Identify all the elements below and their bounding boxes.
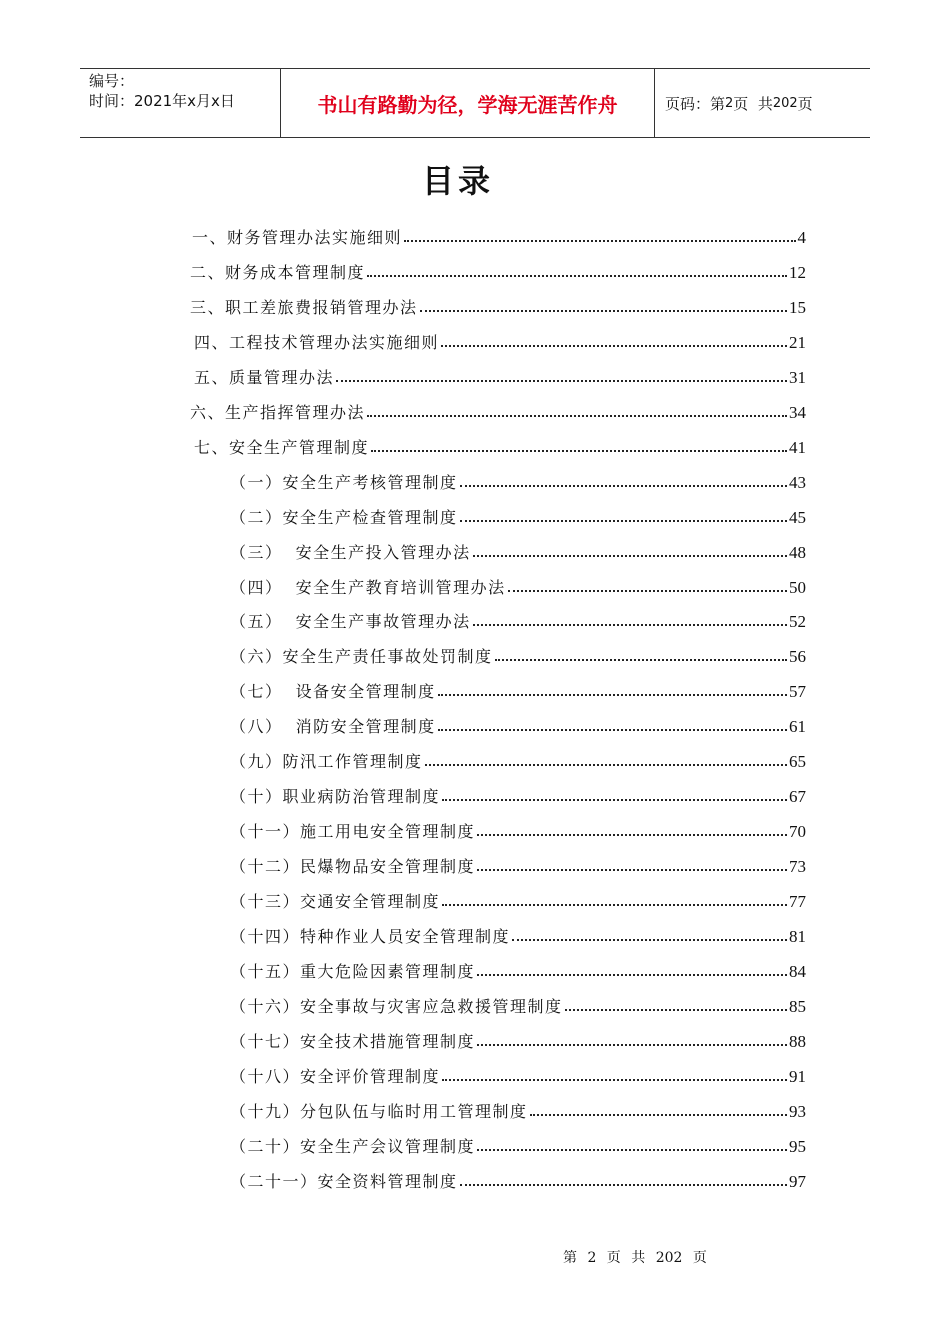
toc-dot-leader [477,869,787,871]
toc-entry[interactable] [230,913,806,947]
toc-dot-leader [438,694,787,696]
toc-entry[interactable] [230,773,806,807]
toc-entry-label: （四） 安全生产教育培训管理办法 [230,578,506,597]
page-title: 目录 [421,162,494,200]
toc-dot-leader [508,590,787,592]
toc-entry-page: 61 [789,717,806,736]
toc-entry-label: （十一）施工用电安全管理制度 [230,822,476,841]
toc-entry-page: 31 [789,368,806,387]
toc-entry-page: 77 [789,892,806,911]
toc-dot-leader [460,1184,787,1186]
toc-entry[interactable] [230,738,806,772]
header-meta [80,69,281,137]
toc-entry-label: （十三）交通安全管理制度 [230,892,441,911]
toc-entry-page: 48 [789,543,806,562]
toc-entry-page: 45 [789,508,806,527]
toc-entry[interactable] [230,529,806,563]
toc-entry-page: 88 [789,1032,806,1051]
toc-entry-page: 70 [789,822,806,841]
toc-entry-page: 67 [789,787,806,806]
toc-entry-page: 50 [789,578,806,597]
toc-entry-page: 12 [789,263,806,282]
time-label: 时间：2021年x月x日 [89,92,235,110]
toc-entry-label: 五、质量管理办法 [194,368,335,387]
toc-dot-leader [442,1079,787,1081]
toc-entry-label: 二、财务成本管理制度 [190,263,366,282]
toc-entry-page: 85 [789,997,806,1016]
toc-entry[interactable] [230,459,806,493]
toc-entry-page: 43 [789,473,806,492]
toc-dot-leader [438,729,787,731]
toc-dot-leader [367,415,787,417]
toc-entry-label: （一）安全生产考核管理制度 [230,473,458,492]
toc-dot-leader [442,799,787,801]
toc-entry-label: 三、职工差旅费报销管理办法 [190,298,418,317]
page-current: 2 [725,95,734,111]
toc-dot-leader [425,764,787,766]
toc-entry-page: 93 [789,1102,806,1121]
toc-entry-label: （七） 设备安全管理制度 [230,682,436,701]
page-mid: 页 共 [733,94,773,113]
toc-entry-page: 84 [789,962,806,981]
toc-dot-leader [473,555,787,557]
toc-entry[interactable] [230,564,806,598]
toc-entry-page: 41 [789,438,806,457]
toc-entry-label: （六）安全生产责任事故处罚制度 [230,647,493,666]
toc-entry-label: 六、生产指挥管理办法 [190,403,366,422]
toc-entry[interactable] [190,249,806,283]
toc-entry-page: 95 [789,1137,806,1156]
toc-entry-label: （十四）特种作业人员安全管理制度 [230,927,511,946]
page-suffix: 页 [797,94,813,113]
toc-dot-leader [473,624,787,626]
toc-entry[interactable] [230,948,806,982]
toc-dot-leader [565,1009,787,1011]
toc-entry[interactable] [230,668,806,702]
toc-entry-page: 73 [789,857,806,876]
toc-entry[interactable] [230,1158,806,1192]
toc-entry[interactable] [192,214,806,248]
page-header [80,68,870,138]
toc-entry[interactable] [230,808,806,842]
toc-entry-label: （十二）民爆物品安全管理制度 [230,857,476,876]
toc-entry-page: 57 [789,682,806,701]
toc-entry-label: 四、工程技术管理办法实施细则 [194,333,440,352]
toc-dot-leader [477,1044,787,1046]
toc-entry[interactable] [230,983,806,1017]
toc-entry[interactable] [194,354,806,388]
toc-entry-page: 65 [789,752,806,771]
page-total: 202 [772,95,798,111]
toc-dot-leader [460,485,787,487]
toc-entry-page: 21 [789,333,806,352]
toc-entry-label: （十九）分包队伍与临时用工管理制度 [230,1102,528,1121]
toc-entry-page: 52 [789,612,806,631]
toc-dot-leader [367,275,787,277]
toc-entry-label: （二十）安全生产会议管理制度 [230,1137,476,1156]
toc-entry-page: 97 [789,1172,806,1191]
toc-entry-label: （十五）重大危险因素管理制度 [230,962,476,981]
toc-entry[interactable] [230,1018,806,1052]
toc-entry-label: （十七）安全技术措施管理制度 [230,1032,476,1051]
toc-entry-page: 56 [789,647,806,666]
toc-entry[interactable] [190,284,806,318]
toc-dot-leader [404,240,795,242]
toc-entry-label: 七、安全生产管理制度 [194,438,370,457]
toc-entry-label: （九）防汛工作管理制度 [230,752,423,771]
toc-dot-leader [477,974,787,976]
toc-dot-leader [530,1114,787,1116]
toc-entry[interactable] [230,1123,806,1157]
toc-dot-leader [441,345,787,347]
page-prefix: 页码：第 [665,94,726,113]
toc-entry-page: 81 [789,927,806,946]
toc-dot-leader [477,1149,787,1151]
toc-entry[interactable] [230,1053,806,1087]
toc-dot-leader [420,310,787,312]
toc-entry-page: 15 [789,298,806,317]
toc-entry[interactable] [194,319,806,353]
toc-entry[interactable] [230,843,806,877]
header-page-info [655,69,870,137]
toc-entry-label: （八） 消防安全管理制度 [230,717,436,736]
toc-entry[interactable] [230,494,806,528]
toc-entry[interactable] [194,424,806,458]
toc-entry-label: 一、财务管理办法实施细则 [192,228,403,247]
toc-entry-label: （二）安全生产检查管理制度 [230,508,458,527]
number-label: 编号： [89,72,135,90]
toc-dot-leader [495,659,787,661]
toc-entry-label: （十六）安全事故与灾害应急救援管理制度 [230,997,563,1016]
toc-entry[interactable] [230,633,806,667]
toc-entry[interactable] [190,389,806,423]
toc-entry[interactable] [230,598,806,632]
toc-dot-leader [371,450,787,452]
toc-dot-leader [512,939,787,941]
toc-dot-leader [336,380,787,382]
toc-dot-leader [460,520,787,522]
toc-dot-leader [477,834,787,836]
toc-entry[interactable] [230,703,806,737]
page-footer: 第 2 页 共 202 页 [563,1250,707,1266]
toc-entry-page: 34 [789,403,806,422]
toc-dot-leader [442,904,787,906]
toc-entry-label: （五） 安全生产事故管理办法 [230,612,471,631]
toc-entry-label: （十八）安全评价管理制度 [230,1067,441,1086]
toc-entry-label: （二十一）安全资料管理制度 [230,1172,458,1191]
toc-entry[interactable] [230,1088,806,1122]
toc-entry[interactable] [230,878,806,912]
toc-entry-page: 91 [789,1067,806,1086]
toc-entry-label: （十）职业病防治管理制度 [230,787,441,806]
toc-entry-label: （三） 安全生产投入管理办法 [230,543,471,562]
toc-entry-page: 4 [797,228,806,247]
header-motto: 书山有路勤为径，学海无涯苦作舟 [281,69,655,137]
